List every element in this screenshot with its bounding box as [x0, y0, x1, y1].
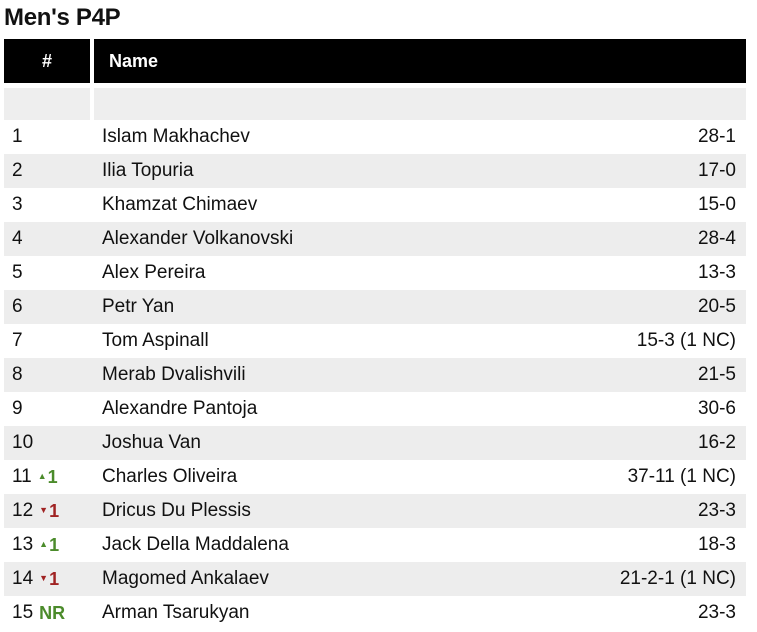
fighter-name[interactable]: Alexandre Pantoja	[102, 398, 258, 419]
triangle-up-icon: ▲	[37, 471, 47, 481]
spacer-cell-rank	[4, 88, 90, 120]
rank-cell	[4, 160, 94, 182]
rank-change-value: 1	[49, 534, 60, 555]
table-row[interactable]	[4, 562, 746, 596]
rank-change-value: 1	[49, 568, 60, 589]
rank-cell	[4, 228, 94, 250]
rank-change-value: 1	[47, 466, 58, 487]
table-row[interactable]	[4, 290, 746, 324]
page-title: Men's P4P	[4, 4, 121, 31]
rank-cell	[4, 500, 94, 522]
rank-cell	[4, 330, 94, 352]
rank-cell	[4, 262, 94, 284]
fighter-record: 28-1	[697, 126, 736, 147]
name-column-header[interactable]: Name	[109, 50, 159, 71]
table-row[interactable]	[4, 324, 746, 358]
rank-number: 2	[12, 160, 23, 181]
rank-number: 12	[12, 500, 34, 521]
rank-cell	[4, 296, 94, 318]
not-ranked-badge	[39, 603, 65, 624]
fighter-name[interactable]: Ilia Topuria	[102, 160, 194, 181]
triangle-up-icon: ▲	[39, 539, 49, 549]
triangle-down-icon: ▼	[39, 573, 49, 583]
table-row[interactable]	[4, 392, 746, 426]
fighter-name[interactable]: Arman Tsarukyan	[102, 602, 250, 623]
rank-number: 14	[12, 568, 34, 589]
rankings-table	[4, 39, 746, 630]
fighter-name[interactable]: Petr Yan	[102, 296, 175, 317]
triangle-down-icon: ▼	[39, 505, 49, 515]
rank-cell	[4, 398, 94, 420]
rank-cell	[4, 364, 94, 386]
fighter-record: 18-3	[697, 534, 736, 555]
rank-number: 6	[12, 296, 23, 317]
fighter-record: 15-3 (1 NC)	[636, 330, 736, 351]
rank-number: 4	[12, 228, 23, 249]
fighter-name[interactable]: Magomed Ankalaev	[102, 568, 269, 589]
fighter-record: 21-5	[697, 364, 736, 385]
fighter-name[interactable]: Alex Pereira	[102, 262, 206, 283]
rank-cell	[4, 194, 94, 216]
rank-change	[39, 569, 59, 590]
rank-cell	[4, 534, 94, 556]
rank-cell	[4, 568, 94, 590]
table-row[interactable]	[4, 358, 746, 392]
table-row[interactable]	[4, 222, 746, 256]
fighter-record: 16-2	[697, 432, 736, 453]
fighter-name[interactable]: Alexander Volkanovski	[102, 228, 294, 249]
table-header	[4, 39, 746, 83]
rank-number: 1	[12, 126, 23, 147]
fighter-record: 30-6	[697, 398, 736, 419]
rank-cell	[4, 126, 94, 148]
fighter-name[interactable]: Dricus Du Plessis	[102, 500, 251, 521]
table-row[interactable]	[4, 154, 746, 188]
fighter-record: 21-2-1 (1 NC)	[619, 568, 736, 589]
rank-number: 7	[12, 330, 23, 351]
fighter-record: 23-3	[697, 500, 736, 521]
fighter-name[interactable]: Islam Makhachev	[102, 126, 250, 147]
fighter-record: 23-3	[697, 602, 736, 623]
rank-change	[39, 501, 59, 522]
rank-number: 10	[12, 432, 34, 453]
table-row[interactable]	[4, 426, 746, 460]
spacer-cell-name	[94, 88, 746, 120]
fighter-record: 20-5	[697, 296, 736, 317]
fighter-name[interactable]: Charles Oliveira	[102, 466, 238, 487]
rank-cell	[4, 466, 94, 488]
table-row[interactable]	[4, 596, 746, 630]
fighter-name[interactable]: Jack Della Maddalena	[102, 534, 289, 555]
fighter-record: 13-3	[697, 262, 736, 283]
fighter-record: 37-11 (1 NC)	[627, 466, 736, 487]
rank-number: 5	[12, 262, 23, 283]
rank-column-header[interactable]: #	[41, 50, 52, 71]
rank-change	[39, 535, 59, 556]
rank-number: 3	[12, 194, 23, 215]
rank-number: 11	[12, 466, 32, 487]
table-row[interactable]	[4, 460, 746, 494]
table-row[interactable]	[4, 120, 746, 154]
fighter-name[interactable]: Merab Dvalishvili	[102, 364, 246, 385]
rank-change-value: 1	[49, 500, 60, 521]
fighter-name[interactable]: Tom Aspinall	[102, 330, 209, 351]
rank-number: 13	[12, 534, 34, 555]
rank-change-value: NR	[39, 602, 66, 623]
table-row[interactable]	[4, 256, 746, 290]
rank-number: 8	[12, 364, 23, 385]
fighter-record: 28-4	[697, 228, 736, 249]
table-row[interactable]	[4, 494, 746, 528]
fighter-name[interactable]: Joshua Van	[102, 432, 201, 453]
table-row[interactable]	[4, 188, 746, 222]
table-body	[4, 120, 746, 630]
fighter-name[interactable]: Khamzat Chimaev	[102, 194, 258, 215]
rank-change	[38, 467, 58, 488]
table-row[interactable]	[4, 528, 746, 562]
rank-number: 15	[12, 602, 34, 623]
rank-number: 9	[12, 398, 23, 419]
fighter-record: 15-0	[697, 194, 736, 215]
table-spacer-row	[4, 88, 746, 120]
fighter-record: 17-0	[697, 160, 736, 181]
rank-cell	[4, 432, 94, 454]
rank-cell	[4, 602, 94, 624]
